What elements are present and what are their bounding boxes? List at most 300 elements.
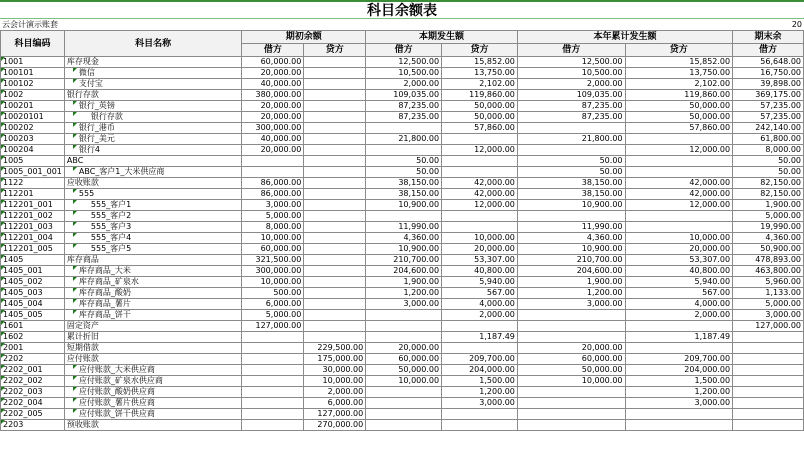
- account-name-cell[interactable]: 银行_港币: [64, 123, 241, 134]
- amount-cell[interactable]: 13,750.00: [442, 68, 518, 79]
- amount-cell[interactable]: 15,852.00: [625, 57, 733, 68]
- account-name-cell[interactable]: 银行4: [64, 145, 241, 156]
- amount-cell[interactable]: [242, 365, 304, 376]
- amount-cell[interactable]: [304, 189, 366, 200]
- amount-cell[interactable]: 87,235.00: [517, 101, 625, 112]
- account-code-cell[interactable]: 112201_005: [1, 244, 65, 255]
- table-row[interactable]: [1, 398, 804, 409]
- account-code-cell[interactable]: 100101: [1, 68, 65, 79]
- amount-cell[interactable]: 10,000.00: [366, 376, 442, 387]
- table-row[interactable]: [1, 409, 804, 420]
- account-name-cell[interactable]: 555_客户4: [64, 233, 241, 244]
- table-row[interactable]: [1, 90, 804, 101]
- amount-cell[interactable]: [304, 222, 366, 233]
- amount-cell[interactable]: 86,000.00: [242, 178, 304, 189]
- account-code-cell[interactable]: 1405_001: [1, 266, 65, 277]
- account-code-cell[interactable]: 1405: [1, 255, 65, 266]
- amount-cell[interactable]: 1,200.00: [517, 288, 625, 299]
- amount-cell[interactable]: 39,898.00: [733, 79, 804, 90]
- amount-cell[interactable]: [625, 134, 733, 145]
- amount-cell[interactable]: 204,000.00: [442, 365, 518, 376]
- amount-cell[interactable]: 12,500.00: [517, 57, 625, 68]
- amount-cell[interactable]: 300,000.00: [242, 123, 304, 134]
- amount-cell[interactable]: [304, 167, 366, 178]
- amount-cell[interactable]: 2,102.00: [442, 79, 518, 90]
- amount-cell[interactable]: 38,150.00: [366, 178, 442, 189]
- amount-cell[interactable]: [242, 398, 304, 409]
- amount-cell[interactable]: 11,990.00: [517, 222, 625, 233]
- amount-cell[interactable]: [442, 321, 518, 332]
- amount-cell[interactable]: 8,000.00: [733, 145, 804, 156]
- account-code-cell[interactable]: 100203: [1, 134, 65, 145]
- amount-cell[interactable]: 8,000.00: [242, 222, 304, 233]
- amount-cell[interactable]: 42,000.00: [625, 189, 733, 200]
- amount-cell[interactable]: 380,000.00: [242, 90, 304, 101]
- amount-cell[interactable]: [517, 398, 625, 409]
- amount-cell[interactable]: 56,648.00: [733, 57, 804, 68]
- amount-cell[interactable]: 1,200.00: [442, 387, 518, 398]
- amount-cell[interactable]: [304, 310, 366, 321]
- amount-cell[interactable]: [242, 409, 304, 420]
- amount-cell[interactable]: [304, 233, 366, 244]
- amount-cell[interactable]: 204,600.00: [517, 266, 625, 277]
- amount-cell[interactable]: 500.00: [242, 288, 304, 299]
- table-row[interactable]: [1, 123, 804, 134]
- amount-cell[interactable]: [242, 420, 304, 431]
- amount-cell[interactable]: [242, 332, 304, 343]
- amount-cell[interactable]: 10,500.00: [366, 68, 442, 79]
- amount-cell[interactable]: 5,960.00: [733, 277, 804, 288]
- amount-cell[interactable]: 10,000.00: [442, 233, 518, 244]
- amount-cell[interactable]: [442, 222, 518, 233]
- account-name-cell[interactable]: 555_客户2: [64, 211, 241, 222]
- amount-cell[interactable]: 229,500.00: [304, 343, 366, 354]
- amount-cell[interactable]: [304, 68, 366, 79]
- account-code-cell[interactable]: 1602: [1, 332, 65, 343]
- amount-cell[interactable]: 50,000.00: [366, 365, 442, 376]
- account-name-cell[interactable]: 预收账款: [64, 420, 241, 431]
- table-row[interactable]: [1, 299, 804, 310]
- account-name-cell[interactable]: 支付宝: [64, 79, 241, 90]
- account-name-cell[interactable]: 银行存款: [64, 90, 241, 101]
- account-code-cell[interactable]: 112201_004: [1, 233, 65, 244]
- amount-cell[interactable]: [304, 123, 366, 134]
- amount-cell[interactable]: 12,000.00: [442, 200, 518, 211]
- amount-cell[interactable]: 204,000.00: [625, 365, 733, 376]
- table-row[interactable]: [1, 222, 804, 233]
- table-row[interactable]: [1, 365, 804, 376]
- amount-cell[interactable]: 369,175.00: [733, 90, 804, 101]
- amount-cell[interactable]: 175,000.00: [304, 354, 366, 365]
- amount-cell[interactable]: 10,000.00: [625, 233, 733, 244]
- amount-cell[interactable]: [366, 211, 442, 222]
- account-code-cell[interactable]: 1405_002: [1, 277, 65, 288]
- table-row[interactable]: [1, 145, 804, 156]
- amount-cell[interactable]: 20,000.00: [442, 244, 518, 255]
- account-code-cell[interactable]: 100202: [1, 123, 65, 134]
- amount-cell[interactable]: 20,000.00: [242, 112, 304, 123]
- amount-cell[interactable]: 87,235.00: [366, 112, 442, 123]
- account-code-cell[interactable]: 112201_001: [1, 200, 65, 211]
- amount-cell[interactable]: 38,150.00: [366, 189, 442, 200]
- amount-cell[interactable]: 10,000.00: [304, 376, 366, 387]
- amount-cell[interactable]: [366, 145, 442, 156]
- amount-cell[interactable]: 1,500.00: [442, 376, 518, 387]
- amount-cell[interactable]: [304, 255, 366, 266]
- account-name-cell[interactable]: 应付账款_酸奶供应商: [64, 387, 241, 398]
- amount-cell[interactable]: 60,000.00: [366, 354, 442, 365]
- amount-cell[interactable]: 53,307.00: [442, 255, 518, 266]
- amount-cell[interactable]: 21,800.00: [517, 134, 625, 145]
- table-row[interactable]: [1, 376, 804, 387]
- amount-cell[interactable]: [733, 398, 804, 409]
- amount-cell[interactable]: 478,893.00: [733, 255, 804, 266]
- amount-cell[interactable]: 321,500.00: [242, 255, 304, 266]
- amount-cell[interactable]: 82,150.00: [733, 189, 804, 200]
- amount-cell[interactable]: 53,307.00: [625, 255, 733, 266]
- amount-cell[interactable]: 210,700.00: [517, 255, 625, 266]
- amount-cell[interactable]: 1,900.00: [366, 277, 442, 288]
- amount-cell[interactable]: [304, 288, 366, 299]
- amount-cell[interactable]: [442, 167, 518, 178]
- amount-cell[interactable]: 5,000.00: [733, 299, 804, 310]
- amount-cell[interactable]: 4,360.00: [733, 233, 804, 244]
- amount-cell[interactable]: 1,900.00: [517, 277, 625, 288]
- account-code-cell[interactable]: 1122: [1, 178, 65, 189]
- amount-cell[interactable]: [625, 156, 733, 167]
- amount-cell[interactable]: 10,900.00: [517, 244, 625, 255]
- amount-cell[interactable]: 50,000.00: [442, 101, 518, 112]
- account-code-cell[interactable]: 2202_004: [1, 398, 65, 409]
- amount-cell[interactable]: 1,187.49: [625, 332, 733, 343]
- amount-cell[interactable]: 4,000.00: [625, 299, 733, 310]
- amount-cell[interactable]: 20,000.00: [242, 145, 304, 156]
- account-code-cell[interactable]: 2203: [1, 420, 65, 431]
- amount-cell[interactable]: 209,700.00: [442, 354, 518, 365]
- amount-cell[interactable]: 13,750.00: [625, 68, 733, 79]
- amount-cell[interactable]: 40,000.00: [242, 134, 304, 145]
- amount-cell[interactable]: 57,860.00: [442, 123, 518, 134]
- amount-cell[interactable]: 21,800.00: [366, 134, 442, 145]
- table-row[interactable]: [1, 112, 804, 123]
- amount-cell[interactable]: 12,000.00: [442, 145, 518, 156]
- amount-cell[interactable]: [304, 112, 366, 123]
- amount-cell[interactable]: 2,102.00: [625, 79, 733, 90]
- amount-cell[interactable]: 1,200.00: [366, 288, 442, 299]
- table-row[interactable]: [1, 156, 804, 167]
- amount-cell[interactable]: 567.00: [625, 288, 733, 299]
- account-name-cell[interactable]: 库存商品_矿泉水: [64, 277, 241, 288]
- amount-cell[interactable]: [625, 167, 733, 178]
- amount-cell[interactable]: 5,940.00: [442, 277, 518, 288]
- amount-cell[interactable]: 204,600.00: [366, 266, 442, 277]
- amount-cell[interactable]: [442, 156, 518, 167]
- amount-cell[interactable]: [625, 321, 733, 332]
- amount-cell[interactable]: [733, 376, 804, 387]
- amount-cell[interactable]: 42,000.00: [625, 178, 733, 189]
- amount-cell[interactable]: [733, 343, 804, 354]
- amount-cell[interactable]: [304, 178, 366, 189]
- amount-cell[interactable]: 16,750.00: [733, 68, 804, 79]
- table-row[interactable]: [1, 79, 804, 90]
- account-code-cell[interactable]: 2202_005: [1, 409, 65, 420]
- amount-cell[interactable]: 109,035.00: [517, 90, 625, 101]
- account-name-cell[interactable]: 555_客户1: [64, 200, 241, 211]
- header-account-name[interactable]: 科目名称: [64, 31, 241, 57]
- amount-cell[interactable]: [625, 420, 733, 431]
- amount-cell[interactable]: [366, 409, 442, 420]
- amount-cell[interactable]: 10,900.00: [366, 244, 442, 255]
- table-row[interactable]: [1, 134, 804, 145]
- amount-cell[interactable]: 2,000.00: [304, 387, 366, 398]
- amount-cell[interactable]: 10,500.00: [517, 68, 625, 79]
- amount-cell[interactable]: 30,000.00: [304, 365, 366, 376]
- amount-cell[interactable]: 61,800.00: [733, 134, 804, 145]
- amount-cell[interactable]: 119,860.00: [442, 90, 518, 101]
- amount-cell[interactable]: 38,150.00: [517, 189, 625, 200]
- amount-cell[interactable]: 3,000.00: [733, 310, 804, 321]
- amount-cell[interactable]: [304, 134, 366, 145]
- header-account-code[interactable]: 科目编码: [1, 31, 65, 57]
- account-name-cell[interactable]: ABC: [64, 156, 241, 167]
- amount-cell[interactable]: 6,000.00: [242, 299, 304, 310]
- amount-cell[interactable]: 5,000.00: [733, 211, 804, 222]
- amount-cell[interactable]: [304, 299, 366, 310]
- account-code-cell[interactable]: 1405_005: [1, 310, 65, 321]
- amount-cell[interactable]: 2,000.00: [517, 79, 625, 90]
- amount-cell[interactable]: [733, 387, 804, 398]
- amount-cell[interactable]: 42,000.00: [442, 189, 518, 200]
- account-code-cell[interactable]: 1405_004: [1, 299, 65, 310]
- amount-cell[interactable]: 10,000.00: [517, 376, 625, 387]
- amount-cell[interactable]: [242, 167, 304, 178]
- amount-cell[interactable]: [366, 420, 442, 431]
- amount-cell[interactable]: [517, 332, 625, 343]
- amount-cell[interactable]: 1,200.00: [625, 387, 733, 398]
- amount-cell[interactable]: [733, 354, 804, 365]
- amount-cell[interactable]: 3,000.00: [625, 398, 733, 409]
- amount-cell[interactable]: [442, 134, 518, 145]
- amount-cell[interactable]: [304, 332, 366, 343]
- account-name-cell[interactable]: 555: [64, 189, 241, 200]
- amount-cell[interactable]: 50.00: [517, 167, 625, 178]
- amount-cell[interactable]: 50,000.00: [517, 365, 625, 376]
- amount-cell[interactable]: 40,800.00: [442, 266, 518, 277]
- amount-cell[interactable]: [304, 244, 366, 255]
- amount-cell[interactable]: 15,852.00: [442, 57, 518, 68]
- amount-cell[interactable]: [625, 211, 733, 222]
- amount-cell[interactable]: 242,140.00: [733, 123, 804, 134]
- amount-cell[interactable]: [517, 409, 625, 420]
- amount-cell[interactable]: [242, 376, 304, 387]
- account-code-cell[interactable]: 1405_003: [1, 288, 65, 299]
- amount-cell[interactable]: 57,860.00: [625, 123, 733, 134]
- amount-cell[interactable]: [366, 310, 442, 321]
- account-code-cell[interactable]: 1001: [1, 57, 65, 68]
- amount-cell[interactable]: 19,990.00: [733, 222, 804, 233]
- amount-cell[interactable]: 20,000.00: [517, 343, 625, 354]
- account-name-cell[interactable]: 银行存款: [64, 112, 241, 123]
- amount-cell[interactable]: 60,000.00: [242, 244, 304, 255]
- table-row[interactable]: [1, 310, 804, 321]
- account-name-cell[interactable]: 库存现金: [64, 57, 241, 68]
- amount-cell[interactable]: [733, 420, 804, 431]
- amount-cell[interactable]: [625, 343, 733, 354]
- amount-cell[interactable]: [304, 321, 366, 332]
- amount-cell[interactable]: [733, 409, 804, 420]
- table-row[interactable]: [1, 321, 804, 332]
- amount-cell[interactable]: 1,187.49: [442, 332, 518, 343]
- amount-cell[interactable]: [304, 145, 366, 156]
- amount-cell[interactable]: [625, 222, 733, 233]
- account-code-cell[interactable]: 2202_002: [1, 376, 65, 387]
- amount-cell[interactable]: [517, 420, 625, 431]
- account-code-cell[interactable]: 112201_003: [1, 222, 65, 233]
- account-code-cell[interactable]: 100102: [1, 79, 65, 90]
- amount-cell[interactable]: 119,860.00: [625, 90, 733, 101]
- account-code-cell[interactable]: 100204: [1, 145, 65, 156]
- amount-cell[interactable]: 12,500.00: [366, 57, 442, 68]
- account-name-cell[interactable]: 库存商品_饼干: [64, 310, 241, 321]
- amount-cell[interactable]: 82,150.00: [733, 178, 804, 189]
- amount-cell[interactable]: 38,150.00: [517, 178, 625, 189]
- table-row[interactable]: [1, 211, 804, 222]
- account-name-cell[interactable]: 银行_美元: [64, 134, 241, 145]
- amount-cell[interactable]: 57,235.00: [733, 101, 804, 112]
- amount-cell[interactable]: 86,000.00: [242, 189, 304, 200]
- amount-cell[interactable]: 2,000.00: [442, 310, 518, 321]
- amount-cell[interactable]: 4,360.00: [517, 233, 625, 244]
- amount-cell[interactable]: [517, 211, 625, 222]
- amount-cell[interactable]: [442, 343, 518, 354]
- account-code-cell[interactable]: 112201: [1, 189, 65, 200]
- amount-cell[interactable]: 3,000.00: [517, 299, 625, 310]
- amount-cell[interactable]: [304, 156, 366, 167]
- amount-cell[interactable]: [366, 123, 442, 134]
- amount-cell[interactable]: 87,235.00: [366, 101, 442, 112]
- amount-cell[interactable]: 6,000.00: [304, 398, 366, 409]
- account-name-cell[interactable]: 累计折旧: [64, 332, 241, 343]
- amount-cell[interactable]: [442, 211, 518, 222]
- amount-cell[interactable]: 42,000.00: [442, 178, 518, 189]
- amount-cell[interactable]: 210,700.00: [366, 255, 442, 266]
- account-name-cell[interactable]: 短期借款: [64, 343, 241, 354]
- table-row[interactable]: [1, 343, 804, 354]
- account-code-cell[interactable]: 10020101: [1, 112, 65, 123]
- account-name-cell[interactable]: 应付账款: [64, 354, 241, 365]
- table-row[interactable]: [1, 420, 804, 431]
- amount-cell[interactable]: 20,000.00: [366, 343, 442, 354]
- amount-cell[interactable]: 2,000.00: [366, 79, 442, 90]
- amount-cell[interactable]: 50,900.00: [733, 244, 804, 255]
- amount-cell[interactable]: [366, 321, 442, 332]
- amount-cell[interactable]: [242, 343, 304, 354]
- amount-cell[interactable]: [442, 420, 518, 431]
- account-name-cell[interactable]: 应收账款: [64, 178, 241, 189]
- amount-cell[interactable]: 5,000.00: [242, 310, 304, 321]
- amount-cell[interactable]: 3,000.00: [442, 398, 518, 409]
- amount-cell[interactable]: [366, 398, 442, 409]
- amount-cell[interactable]: 127,000.00: [733, 321, 804, 332]
- table-row[interactable]: [1, 167, 804, 178]
- account-code-cell[interactable]: 2202_001: [1, 365, 65, 376]
- table-row[interactable]: [1, 57, 804, 68]
- account-name-cell[interactable]: 银行_英镑: [64, 101, 241, 112]
- amount-cell[interactable]: [304, 277, 366, 288]
- amount-cell[interactable]: 11,990.00: [366, 222, 442, 233]
- amount-cell[interactable]: 10,000.00: [242, 277, 304, 288]
- table-row[interactable]: [1, 255, 804, 266]
- amount-cell[interactable]: 50,000.00: [625, 101, 733, 112]
- amount-cell[interactable]: [366, 332, 442, 343]
- amount-cell[interactable]: 12,000.00: [625, 200, 733, 211]
- account-code-cell[interactable]: 100201: [1, 101, 65, 112]
- account-name-cell[interactable]: 应付账款_饼干供应商: [64, 409, 241, 420]
- account-name-cell[interactable]: 应付账款_薯片供应商: [64, 398, 241, 409]
- amount-cell[interactable]: [242, 354, 304, 365]
- table-row[interactable]: [1, 332, 804, 343]
- amount-cell[interactable]: [304, 90, 366, 101]
- amount-cell[interactable]: 5,940.00: [625, 277, 733, 288]
- amount-cell[interactable]: 60,000.00: [517, 354, 625, 365]
- table-row[interactable]: [1, 288, 804, 299]
- amount-cell[interactable]: 127,000.00: [242, 321, 304, 332]
- account-code-cell[interactable]: 1002: [1, 90, 65, 101]
- amount-cell[interactable]: 567.00: [442, 288, 518, 299]
- amount-cell[interactable]: [517, 123, 625, 134]
- amount-cell[interactable]: 109,035.00: [366, 90, 442, 101]
- table-row[interactable]: [1, 233, 804, 244]
- amount-cell[interactable]: 50,000.00: [442, 112, 518, 123]
- amount-cell[interactable]: 300,000.00: [242, 266, 304, 277]
- amount-cell[interactable]: 127,000.00: [304, 409, 366, 420]
- account-name-cell[interactable]: 微信: [64, 68, 241, 79]
- amount-cell[interactable]: 40,000.00: [242, 79, 304, 90]
- amount-cell[interactable]: [304, 266, 366, 277]
- amount-cell[interactable]: [517, 145, 625, 156]
- amount-cell[interactable]: 4,360.00: [366, 233, 442, 244]
- amount-cell[interactable]: [517, 387, 625, 398]
- table-row[interactable]: [1, 68, 804, 79]
- amount-cell[interactable]: 10,900.00: [517, 200, 625, 211]
- account-code-cell[interactable]: 1005_001_001: [1, 167, 65, 178]
- amount-cell[interactable]: [304, 101, 366, 112]
- account-code-cell[interactable]: 2202_003: [1, 387, 65, 398]
- account-code-cell[interactable]: 1601: [1, 321, 65, 332]
- amount-cell[interactable]: 60,000.00: [242, 57, 304, 68]
- account-name-cell[interactable]: 555_客户3: [64, 222, 241, 233]
- table-row[interactable]: [1, 354, 804, 365]
- account-code-cell[interactable]: 2001: [1, 343, 65, 354]
- table-row[interactable]: [1, 101, 804, 112]
- amount-cell[interactable]: 50.00: [733, 156, 804, 167]
- amount-cell[interactable]: [366, 387, 442, 398]
- account-name-cell[interactable]: 库存商品_大米: [64, 266, 241, 277]
- amount-cell[interactable]: 50,000.00: [625, 112, 733, 123]
- amount-cell[interactable]: 4,000.00: [442, 299, 518, 310]
- amount-cell[interactable]: [517, 321, 625, 332]
- amount-cell[interactable]: 50.00: [517, 156, 625, 167]
- amount-cell[interactable]: [304, 200, 366, 211]
- amount-cell[interactable]: 463,800.00: [733, 266, 804, 277]
- amount-cell[interactable]: 3,000.00: [242, 200, 304, 211]
- account-code-cell[interactable]: 2202: [1, 354, 65, 365]
- account-code-cell[interactable]: 1005: [1, 156, 65, 167]
- amount-cell[interactable]: 1,900.00: [733, 200, 804, 211]
- account-name-cell[interactable]: 库存商品_薯片: [64, 299, 241, 310]
- amount-cell[interactable]: 12,000.00: [625, 145, 733, 156]
- amount-cell[interactable]: 3,000.00: [366, 299, 442, 310]
